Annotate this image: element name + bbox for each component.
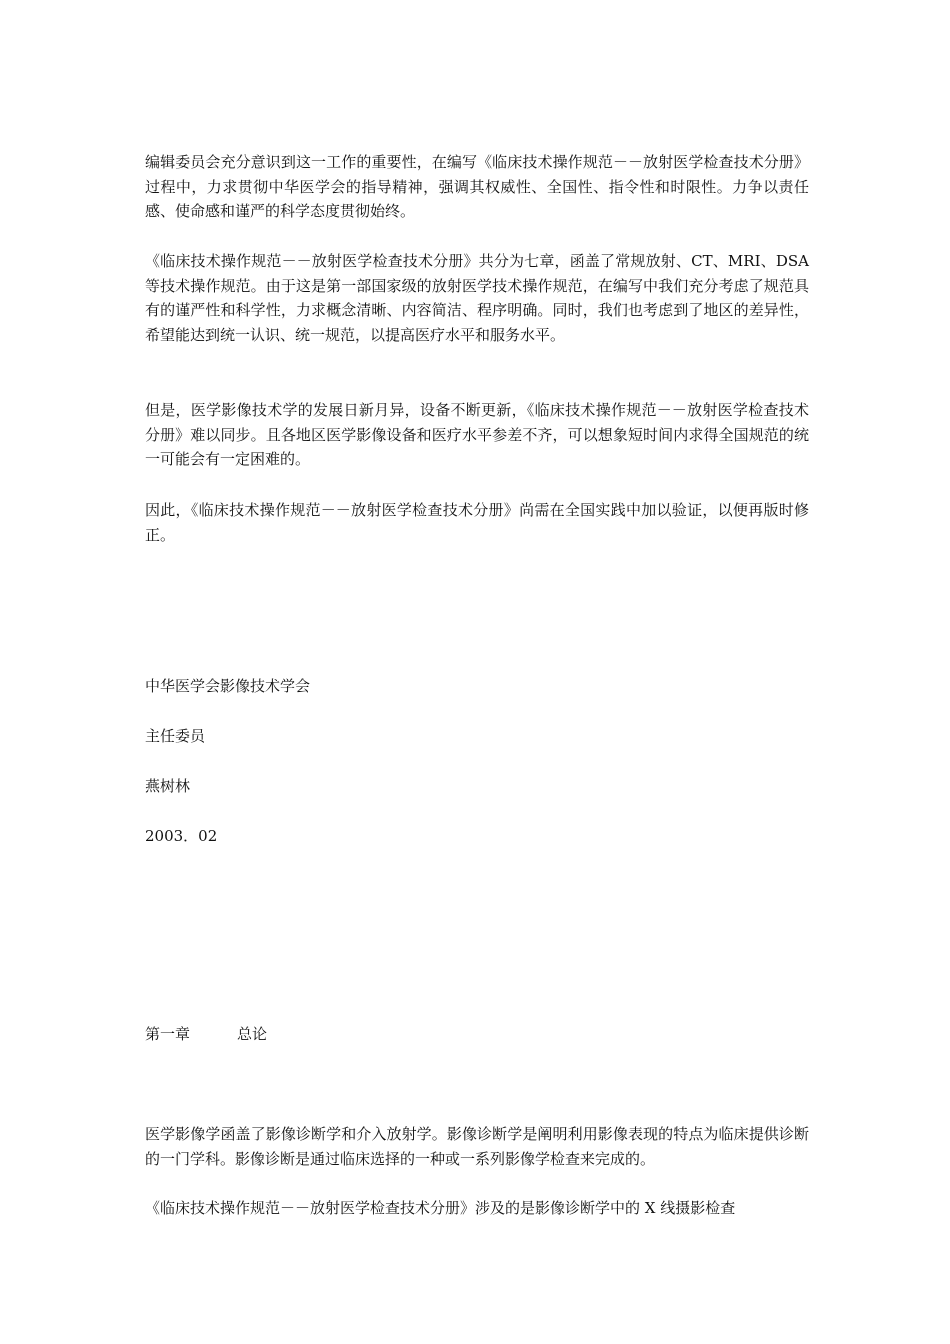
preface-paragraph-4: 因此，《临床技术操作规范－－放射医学检查技术分册》尚需在全国实践中加以验证，以便再版时修正。	[145, 501, 809, 544]
preface-paragraph-3: 但是，医学影像技术学的发展日新月异，设备不断更新，《临床技术操作规范－－放射医学检查技术分册》难以同步。且各地区医学影像设备和医疗水平参差不齐，可以想象短时间内求得全国规范的统一可能会有一定困难的。	[145, 401, 809, 468]
preface-paragraph-2: 《临床技术操作规范－－放射医学检查技术分册》共分为七章，函盖了常规放射、CT、MRI、DSA等技术操作规范。由于这是第一部国家级的放射医学技术操作规范，在编写中我们充分考虑了规范具有的谨严性和科学性，力求概念清晰、内容简洁、程序明确。同时，我们也考虑到了地区的差异性，希望能达到统一认识、统一规范，以提高医疗水平和服务水平。	[145, 252, 809, 344]
preface-paragraph-1: 编辑委员会充分意识到这一工作的重要性，在编写《临床技术操作规范－－放射医学检查技术分册》过程中，力求贯彻中华医学会的指导精神，强调其权威性、全国性、指令性和时限性。力争以责任感、使命感和谨严的科学态度贯彻始终。	[145, 153, 809, 220]
body-paragraph-1: 医学影像学函盖了影像诊断学和介入放射学。影像诊断学是阐明利用影像表现的特点为临床提供诊断的一门学科。影像诊断是通过临床选择的一种或一系列影像学检查来完成的。	[145, 1125, 809, 1168]
signature-organization: 中华医学会影像技术学会	[145, 677, 311, 695]
signature-name: 燕树林	[145, 777, 191, 795]
chapter-title: 总论	[237, 1025, 268, 1043]
signature-title: 主任委员	[145, 727, 206, 745]
chapter-number: 第一章	[145, 1025, 191, 1043]
body-paragraph-2: 《临床技术操作规范－－放射医学检查技术分册》涉及的是影像诊断学中的 X 线摄影检查	[145, 1199, 736, 1217]
chapter-heading	[145, 1022, 267, 1046]
signature-date: 2003．02	[145, 827, 218, 845]
